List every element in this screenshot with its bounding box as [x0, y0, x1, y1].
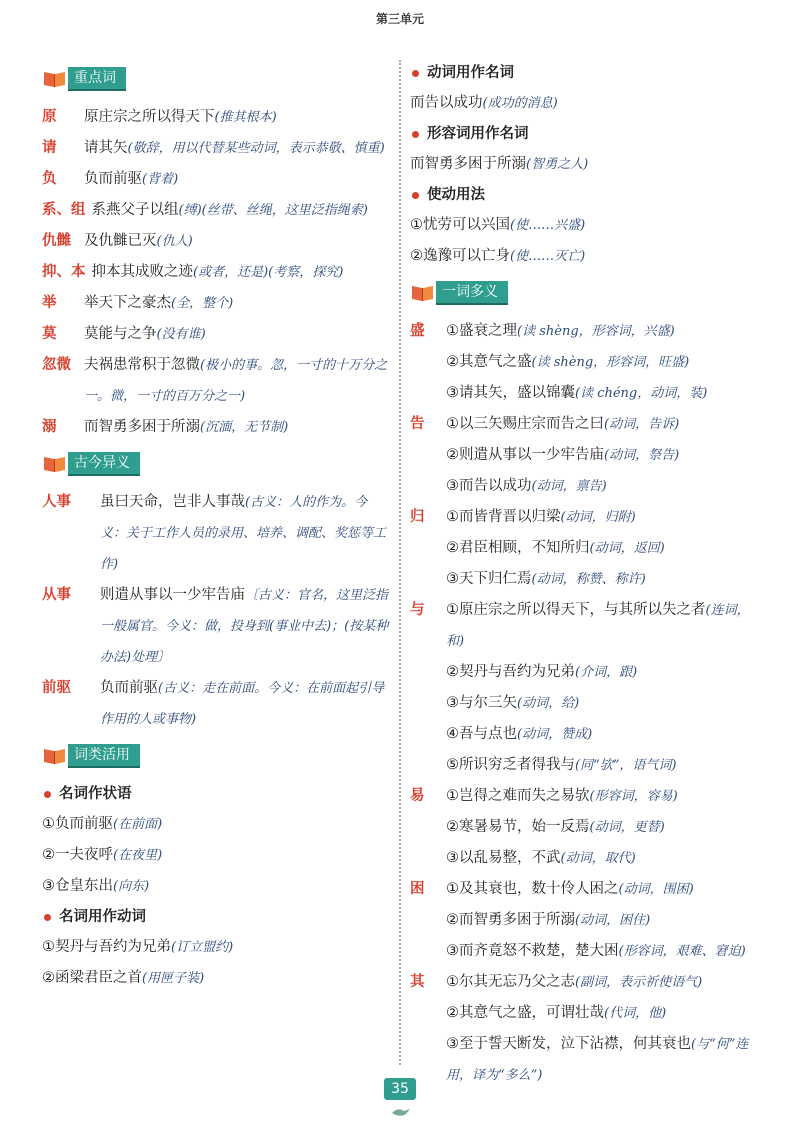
- meaning-line: [446, 533, 762, 564]
- entry-body: [84, 288, 390, 319]
- entry-head: 抑、本: [42, 264, 86, 280]
- entry-head: 易: [410, 788, 425, 804]
- meaning-note: (动词，更替): [589, 820, 665, 835]
- subheading-label: 名词用作动词: [59, 909, 146, 925]
- subheading-label: 名词作状语: [59, 786, 132, 802]
- entry-text: 则遣从事以一少牢告庙: [100, 587, 245, 603]
- entry-body: [100, 580, 390, 673]
- entry-text: 虽曰天命，岂非人事哉: [100, 494, 245, 510]
- entry-head: 莫: [42, 326, 57, 342]
- entry-head: 与: [410, 602, 425, 618]
- meaning-line: [446, 750, 762, 781]
- example-line: [410, 241, 762, 272]
- polysemy-entry: [410, 316, 762, 409]
- meaning-note: (动词，禀告): [531, 479, 607, 494]
- entry-head: 困: [410, 881, 425, 897]
- example-text: ②一夫夜呼: [42, 847, 113, 863]
- entry-head: 举: [42, 295, 57, 311]
- entry-text: 请其矢: [84, 140, 128, 156]
- section-header-word-class: [42, 745, 390, 767]
- meaning-text: ③与尔三矢: [446, 695, 517, 711]
- entry-note: (全，整个): [171, 296, 234, 311]
- meaning-text: ①以三矢赐庄宗而告之曰: [446, 416, 604, 432]
- example-note: (订立盟约): [171, 940, 234, 955]
- entry-head: 原: [42, 109, 57, 125]
- polysemy-list: [410, 316, 762, 1091]
- entry-row: [42, 487, 390, 580]
- meaning-list: [446, 781, 762, 874]
- meaning-line: [446, 657, 762, 688]
- entry-note: (极小的事。忽，一寸的十万分之一。微，一寸的百万分之一): [84, 358, 388, 404]
- entry-head: 归: [410, 509, 425, 525]
- entry-row: [42, 164, 390, 195]
- meaning-text: ⑤所识穷乏者得我与: [446, 757, 575, 773]
- entry-body: [100, 487, 390, 580]
- entry-text: 夫祸患常积于忽微: [84, 357, 200, 373]
- unit-title: 第三单元: [375, 12, 424, 26]
- entry-body: [84, 164, 390, 195]
- bullet-dot: [44, 791, 51, 798]
- entry-note: (古义：人的作为。今义：关于工作人员的录用、培养、调配、奖惩等工作): [100, 495, 387, 572]
- meaning-text: ①尔其无忘乃父之志: [446, 974, 575, 990]
- example-text: 而智勇多困于所溺: [410, 156, 526, 172]
- entry-row: [42, 257, 390, 288]
- meaning-line: [446, 874, 762, 905]
- entry-row: [42, 412, 390, 443]
- entry-head: 其: [410, 974, 425, 990]
- meaning-text: ①盛衰之理: [446, 323, 517, 339]
- meaning-text: ②而智勇多困于所溺: [446, 912, 575, 928]
- meaning-text: ①及其衰也，数十伶人困之: [446, 881, 619, 897]
- example-line: [410, 210, 762, 241]
- meaning-line: [446, 1029, 762, 1091]
- subheading-label: 形容词用作名词: [427, 126, 529, 142]
- entry-note: (推其根本): [214, 110, 277, 125]
- entry-row: [42, 580, 390, 673]
- meaning-line: [446, 316, 762, 347]
- entry-head: 告: [410, 416, 425, 432]
- meaning-line: [446, 936, 762, 967]
- section-title: 古今异义: [68, 452, 140, 476]
- bullet-dot: [412, 131, 419, 138]
- subheading: [42, 779, 390, 809]
- entry-head: 人事: [42, 494, 71, 510]
- subheading-label: 动词用作名词: [427, 65, 514, 81]
- meaning-note: (形容词，艰难、窘迫): [618, 944, 746, 959]
- entry-text: 及仇雠已灭: [84, 233, 157, 249]
- page-number: 35: [384, 1078, 416, 1100]
- meaning-line: [446, 967, 762, 998]
- entry-text: 抑本其成败之迹: [91, 264, 193, 280]
- meaning-note: (动词，返回): [589, 541, 665, 556]
- polysemy-entry: [410, 967, 762, 1091]
- meaning-note: (读 chéng，动词，装): [575, 386, 708, 401]
- example-text: ②逸豫可以亡身: [410, 248, 510, 264]
- meaning-list: [446, 874, 762, 967]
- meaning-text: ②君臣相顾，不知所归: [446, 540, 590, 556]
- meaning-text: ①岂得之难而失之易欤: [446, 788, 590, 804]
- polysemy-entry: [410, 781, 762, 874]
- meaning-note: (动词，围困): [618, 882, 694, 897]
- meaning-list: [446, 595, 762, 781]
- entry-head: 负: [42, 171, 57, 187]
- meaning-list: [446, 967, 762, 1091]
- example-note: (成功的消息): [482, 96, 558, 111]
- meaning-line: [446, 409, 762, 440]
- entry-head: 前驱: [42, 680, 71, 696]
- meaning-note: (动词，归附): [560, 510, 636, 525]
- example-line: [42, 840, 390, 871]
- entry-row: [42, 226, 390, 257]
- meaning-note: (与“何”连用，译为“多么”): [446, 1037, 749, 1083]
- meaning-line: [446, 502, 762, 533]
- meaning-text: ①而皆背晋以归梁: [446, 509, 561, 525]
- example-text: ③仓皇东出: [42, 878, 113, 894]
- meaning-line: [446, 595, 762, 657]
- entry-body: [84, 412, 390, 443]
- example-text: ①忧劳可以兴国: [410, 217, 510, 233]
- entry-head: 从事: [42, 587, 71, 603]
- entry-note: (沉湎，无节制): [200, 420, 289, 435]
- entry-row: [42, 319, 390, 350]
- example-text: 而告以成功: [410, 95, 483, 111]
- meaning-note: (介词，跟): [575, 665, 638, 680]
- column-divider: [399, 60, 401, 1065]
- entry-head: 请: [42, 140, 57, 156]
- entry-note: (或者，还是)(考察，探究): [193, 265, 344, 280]
- subheading-label: 使动用法: [427, 187, 485, 203]
- section-header-key-words: [42, 68, 390, 90]
- meaning-text: ③至于誓天断发，泣下沾襟，何其衰也: [446, 1036, 691, 1052]
- meaning-text: ③请其矢，盛以锦囊: [446, 385, 575, 401]
- meaning-text: ③天下归仁焉: [446, 571, 532, 587]
- meaning-line: [446, 843, 762, 874]
- subheading: [410, 180, 762, 210]
- word-class-continued: [410, 58, 762, 272]
- entry-note: (敬辞，用以代替某些动词，表示恭敬、慎重): [127, 141, 385, 156]
- meaning-note: (动词，祭告): [604, 448, 680, 463]
- meaning-list: [446, 502, 762, 595]
- example-text: ①契丹与吾约为兄弟: [42, 939, 171, 955]
- example-note: (在前面): [113, 817, 163, 832]
- book-icon: [410, 283, 436, 303]
- meaning-note: (动词，称赞、称许): [531, 572, 646, 587]
- entry-head: 仇雠: [42, 233, 71, 249]
- entry-row: [42, 195, 390, 226]
- entry-text: 而智勇多困于所溺: [84, 419, 200, 435]
- meaning-note: (动词，取代): [560, 851, 636, 866]
- entry-row: [42, 350, 390, 412]
- meaning-note: (动词，给): [517, 696, 580, 711]
- meaning-note: (连词，和): [446, 603, 750, 649]
- entry-head: 系、组: [42, 202, 86, 218]
- book-icon: [42, 69, 68, 89]
- meaning-text: ①原庄宗之所以得天下，与其所以失之者: [446, 602, 706, 618]
- meaning-text: ②则遣从事以一少牢告庙: [446, 447, 604, 463]
- entry-text: 原庄宗之所以得天下: [84, 109, 215, 125]
- subheading: [410, 119, 762, 149]
- example-line: [42, 809, 390, 840]
- meaning-note: (副词，表示祈使语气): [575, 975, 703, 990]
- entry-note: (古义：走在前面。今义：在前面起引导作用的人或事物): [100, 681, 385, 727]
- meaning-line: [446, 719, 762, 750]
- meaning-note: (动词，赞成): [517, 727, 593, 742]
- meaning-text: ②契丹与吾约为兄弟: [446, 664, 575, 680]
- entry-body: [84, 102, 390, 133]
- entry-body: [84, 133, 390, 164]
- key-words-list: [42, 102, 390, 443]
- entry-note: (缚)(丝带、丝绳，这里泛指绳索): [178, 203, 368, 218]
- entry-body: [92, 195, 391, 226]
- entry-text: 负而前驱: [100, 680, 158, 696]
- entry-note: (没有谁): [156, 327, 206, 342]
- meaning-note: (读 shèng，形容词，兴盛): [517, 324, 675, 339]
- meaning-line: [446, 471, 762, 502]
- entry-row: [42, 288, 390, 319]
- meaning-list: [446, 409, 762, 502]
- section-title: 重点词: [68, 67, 126, 91]
- entry-note: 〔古义：官名，这里泛指一般属官。今义：做，投身到(事业中去)；(按某种办法)处理〕: [100, 588, 389, 665]
- example-note: (向东): [113, 879, 150, 894]
- entry-text: 系燕父子以组: [91, 202, 179, 218]
- ancient-modern-list: [42, 487, 390, 735]
- meaning-text: ②其意气之盛: [446, 354, 532, 370]
- meaning-note: (同“欤”，语气词): [575, 758, 677, 773]
- bullet-dot: [412, 192, 419, 199]
- bullet-dot: [44, 914, 51, 921]
- meaning-note: (动词，告诉): [604, 417, 680, 432]
- meaning-note: (读 shèng，形容词，旺盛): [531, 355, 690, 370]
- entry-note: (背着): [142, 172, 179, 187]
- example-note: (在夜里): [113, 848, 163, 863]
- entry-body: [100, 673, 390, 735]
- book-icon: [42, 746, 68, 766]
- meaning-line: [446, 998, 762, 1029]
- polysemy-entry: [410, 874, 762, 967]
- example-line: [42, 871, 390, 902]
- bullet-dot: [412, 70, 419, 77]
- meaning-list: [446, 316, 762, 409]
- subheading: [42, 902, 390, 932]
- meaning-text: ②寒暑易节，始一反焉: [446, 819, 590, 835]
- meaning-line: [446, 905, 762, 936]
- meaning-text: ②其意气之盛，可谓壮哉: [446, 1005, 604, 1021]
- entry-text: 莫能与之争: [84, 326, 157, 342]
- meaning-text: ③而齐竟怒不救楚，楚大困: [446, 943, 619, 959]
- meaning-line: [446, 688, 762, 719]
- entry-body: [92, 257, 391, 288]
- right-column: [410, 58, 762, 1091]
- meaning-line: [446, 812, 762, 843]
- entry-text: 举天下之豪杰: [84, 295, 171, 311]
- word-class-list: [42, 779, 390, 994]
- section-header-ancient-modern: [42, 453, 390, 475]
- example-note: (智勇之人): [526, 157, 589, 172]
- meaning-line: [446, 378, 762, 409]
- example-note: (使……灭亡): [510, 249, 586, 264]
- entry-row: [42, 102, 390, 133]
- meaning-line: [446, 564, 762, 595]
- subheading: [410, 58, 762, 88]
- entry-body: [84, 350, 390, 412]
- meaning-note: (代词，他): [604, 1006, 667, 1021]
- example-line: [42, 963, 390, 994]
- entry-text: 负而前驱: [84, 171, 142, 187]
- example-line: [410, 88, 762, 119]
- entry-body: [84, 226, 390, 257]
- example-note: (使……兴盛): [510, 218, 586, 233]
- meaning-note: (动词，困住): [575, 913, 651, 928]
- entry-note: (仇人): [156, 234, 193, 249]
- entry-body: [84, 319, 390, 350]
- meaning-text: ③而告以成功: [446, 478, 532, 494]
- meaning-line: [446, 781, 762, 812]
- polysemy-entry: [410, 595, 762, 781]
- example-note: (用匣子装): [142, 971, 205, 986]
- section-title: 词类活用: [68, 744, 140, 768]
- meaning-line: [446, 440, 762, 471]
- meaning-text: ③以乱易整，不武: [446, 850, 561, 866]
- left-column: [42, 64, 390, 994]
- meaning-note: (形容词，容易): [589, 789, 678, 804]
- example-text: ①负而前驱: [42, 816, 113, 832]
- polysemy-entry: [410, 502, 762, 595]
- meaning-text: ④吾与点也: [446, 726, 517, 742]
- book-icon: [42, 454, 68, 474]
- section-title: 一词多义: [436, 281, 508, 305]
- entry-head: 忽微: [42, 357, 71, 373]
- entry-head: 溺: [42, 419, 57, 435]
- meaning-line: [446, 347, 762, 378]
- entry-head: 盛: [410, 323, 425, 339]
- polysemy-entry: [410, 409, 762, 502]
- example-line: [42, 932, 390, 963]
- example-line: [410, 149, 762, 180]
- entry-row: [42, 673, 390, 735]
- entry-row: [42, 133, 390, 164]
- bird-logo-icon: [390, 1104, 412, 1123]
- section-header-polysemy: [410, 282, 762, 304]
- example-text: ②函梁君臣之首: [42, 970, 142, 986]
